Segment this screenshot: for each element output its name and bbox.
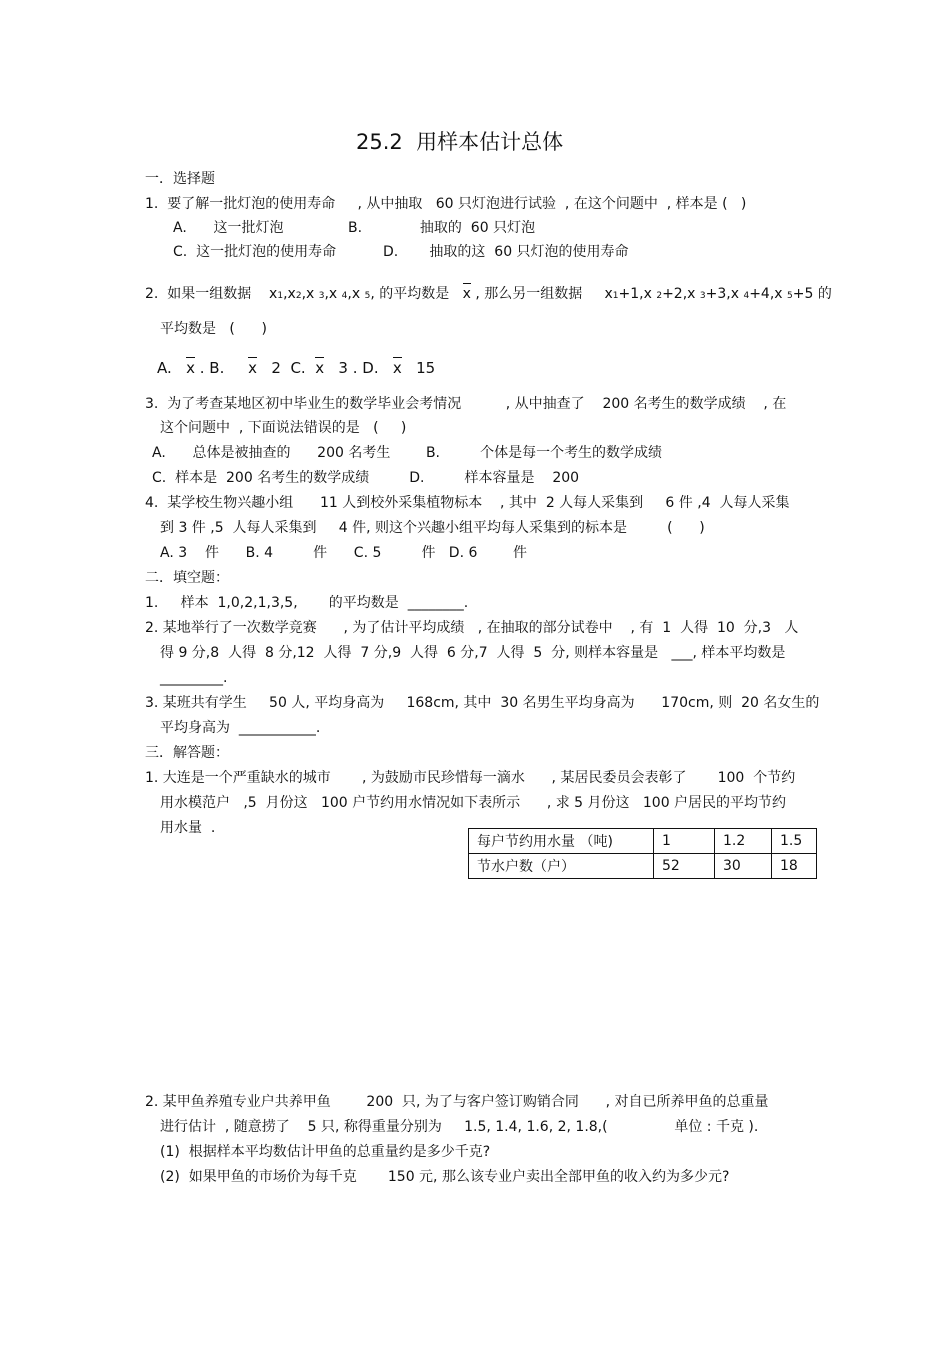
table-row <box>469 854 817 879</box>
q2-stem-line2: 平均数是 ( ) <box>160 321 267 337</box>
q1-option-b: B. 抽取的 60 只灯泡 <box>348 220 536 236</box>
q1-option-a: A. 这一批灯泡 <box>173 220 284 236</box>
solve-q2-line2: 进行估计 , 随意捞了 5 只, 称得重量分别为 1.5, 1.4, 1.6, 2, 1.8,( 单位 : 千克 ). <box>160 1119 759 1135</box>
water-saving-table <box>468 828 817 879</box>
q1-stem: 1. 要了解一批灯泡的使用寿命 , 从中抽取 60 只灯泡进行试验 , 在这个问题中 , 样本是 ( ) <box>145 196 747 212</box>
table-row <box>469 829 817 854</box>
table-cell: 1.5 <box>772 829 817 854</box>
solve-q2-part1: (1) 根据样本平均数估计甲鱼的总重量约是多少千克? <box>160 1144 491 1160</box>
fill-q2-line2: 得 9 分,8 人得 8 分,12 人得 7 分,9 人得 6 分,7 人得 5 分, 则样本容量是 ___, 样本平均数是 <box>160 645 786 661</box>
q3-line2: 这个问题中 , 下面说法错误的是 ( ) <box>160 420 407 436</box>
table-cell: 18 <box>772 854 817 879</box>
fill-q2-line1: 2. 某地举行了一次数学竞赛 , 为了估计平均成绩 , 在抽取的部分试卷中 , 有 1 人得 10 分,3 人 <box>145 620 799 636</box>
fill-q3-line2: 平均身高为 ___________. <box>160 720 321 736</box>
q3-options-cd: C. 样本是 200 名考生的数学成绩 D. 样本容量是 200 <box>152 470 580 486</box>
q4-line1: 4. 某学校生物兴趣小组 11 人到校外采集植物标本 , 其中 2 人每人采集到 6 件 ,4 人每人采集 <box>145 495 790 511</box>
table-cell: 每户节约用水量 （吨) <box>469 829 654 854</box>
fill-q3-line1: 3. 某班共有学生 50 人, 平均身高为 168cm, 其中 30 名男生平均身高为 170cm, 则 20 名女生的 <box>145 695 820 711</box>
q2-options: A. x . B. x 2 C. x 3 . D. x 15 <box>157 359 436 377</box>
q2-stem: 2. 如果一组数据 x1,x2,x 3,x 4,x 5, 的平均数是 x , 那么另一组数据 x1+1,x 2+2,x 3+3,x 4+4,x 5+5 的 <box>145 286 832 302</box>
q4-options: A. 3 件 B. 4 件 C. 5 件 D. 6 件 <box>160 545 527 561</box>
solve-q2-line1: 2. 某甲鱼养殖专业户共养甲鱼 200 只, 为了与客户签订购销合同 , 对自已所养甲鱼的总重量 <box>145 1094 769 1110</box>
page-title: 25.2 用样本估计总体 <box>356 130 564 154</box>
q3-options-ab: A. 总体是被抽查的 200 名考生 B. 个体是每一个考生的数学成绩 <box>152 445 663 461</box>
solve-q2-part2: (2) 如果甲鱼的市场价为每千克 150 元, 那么该专业户卖出全部甲鱼的收入约为多少元? <box>160 1169 730 1185</box>
table-cell: 52 <box>654 854 715 879</box>
section-choice-heading: 一．选择题 <box>145 171 215 187</box>
q1-option-d: D. 抽取的这 60 只灯泡的使用寿命 <box>383 244 629 260</box>
solve-q1-line2: 用水模范户 ,5 月份这 100 户节约用水情况如下表所示 , 求 5 月份这 100 户居民的平均节约 <box>160 795 787 811</box>
section-fill-heading: 二．填空题： <box>145 570 229 586</box>
table-cell: 节水户数（户） <box>469 854 654 879</box>
q3-line1: 3. 为了考查某地区初中毕业生的数学毕业会考情况 , 从中抽查了 200 名考生的数学成绩 , 在 <box>145 396 787 412</box>
mean-symbol: x <box>462 286 471 302</box>
fill-q2-line3: _________. <box>160 670 228 686</box>
fill-q1: 1. 样本 1,0,2,1,3,5, 的平均数是 ________. <box>145 595 469 611</box>
solve-q1-line3: 用水量 . <box>160 820 216 836</box>
q4-line2: 到 3 件 ,5 人每人采集到 4 件, 则这个兴趣小组平均每人采集到的标本是 ( ) <box>160 520 705 536</box>
table-cell: 30 <box>715 854 772 879</box>
table-cell: 1.2 <box>715 829 772 854</box>
table-cell: 1 <box>654 829 715 854</box>
section-solve-heading: 三．解答题： <box>145 745 229 761</box>
q1-option-c: C. 这一批灯泡的使用寿命 <box>173 244 337 260</box>
solve-q1-line1: 1. 大连是一个严重缺水的城市 , 为鼓励市民珍惜每一滴水 , 某居民委员会表彰了 100 个节约 <box>145 770 796 786</box>
